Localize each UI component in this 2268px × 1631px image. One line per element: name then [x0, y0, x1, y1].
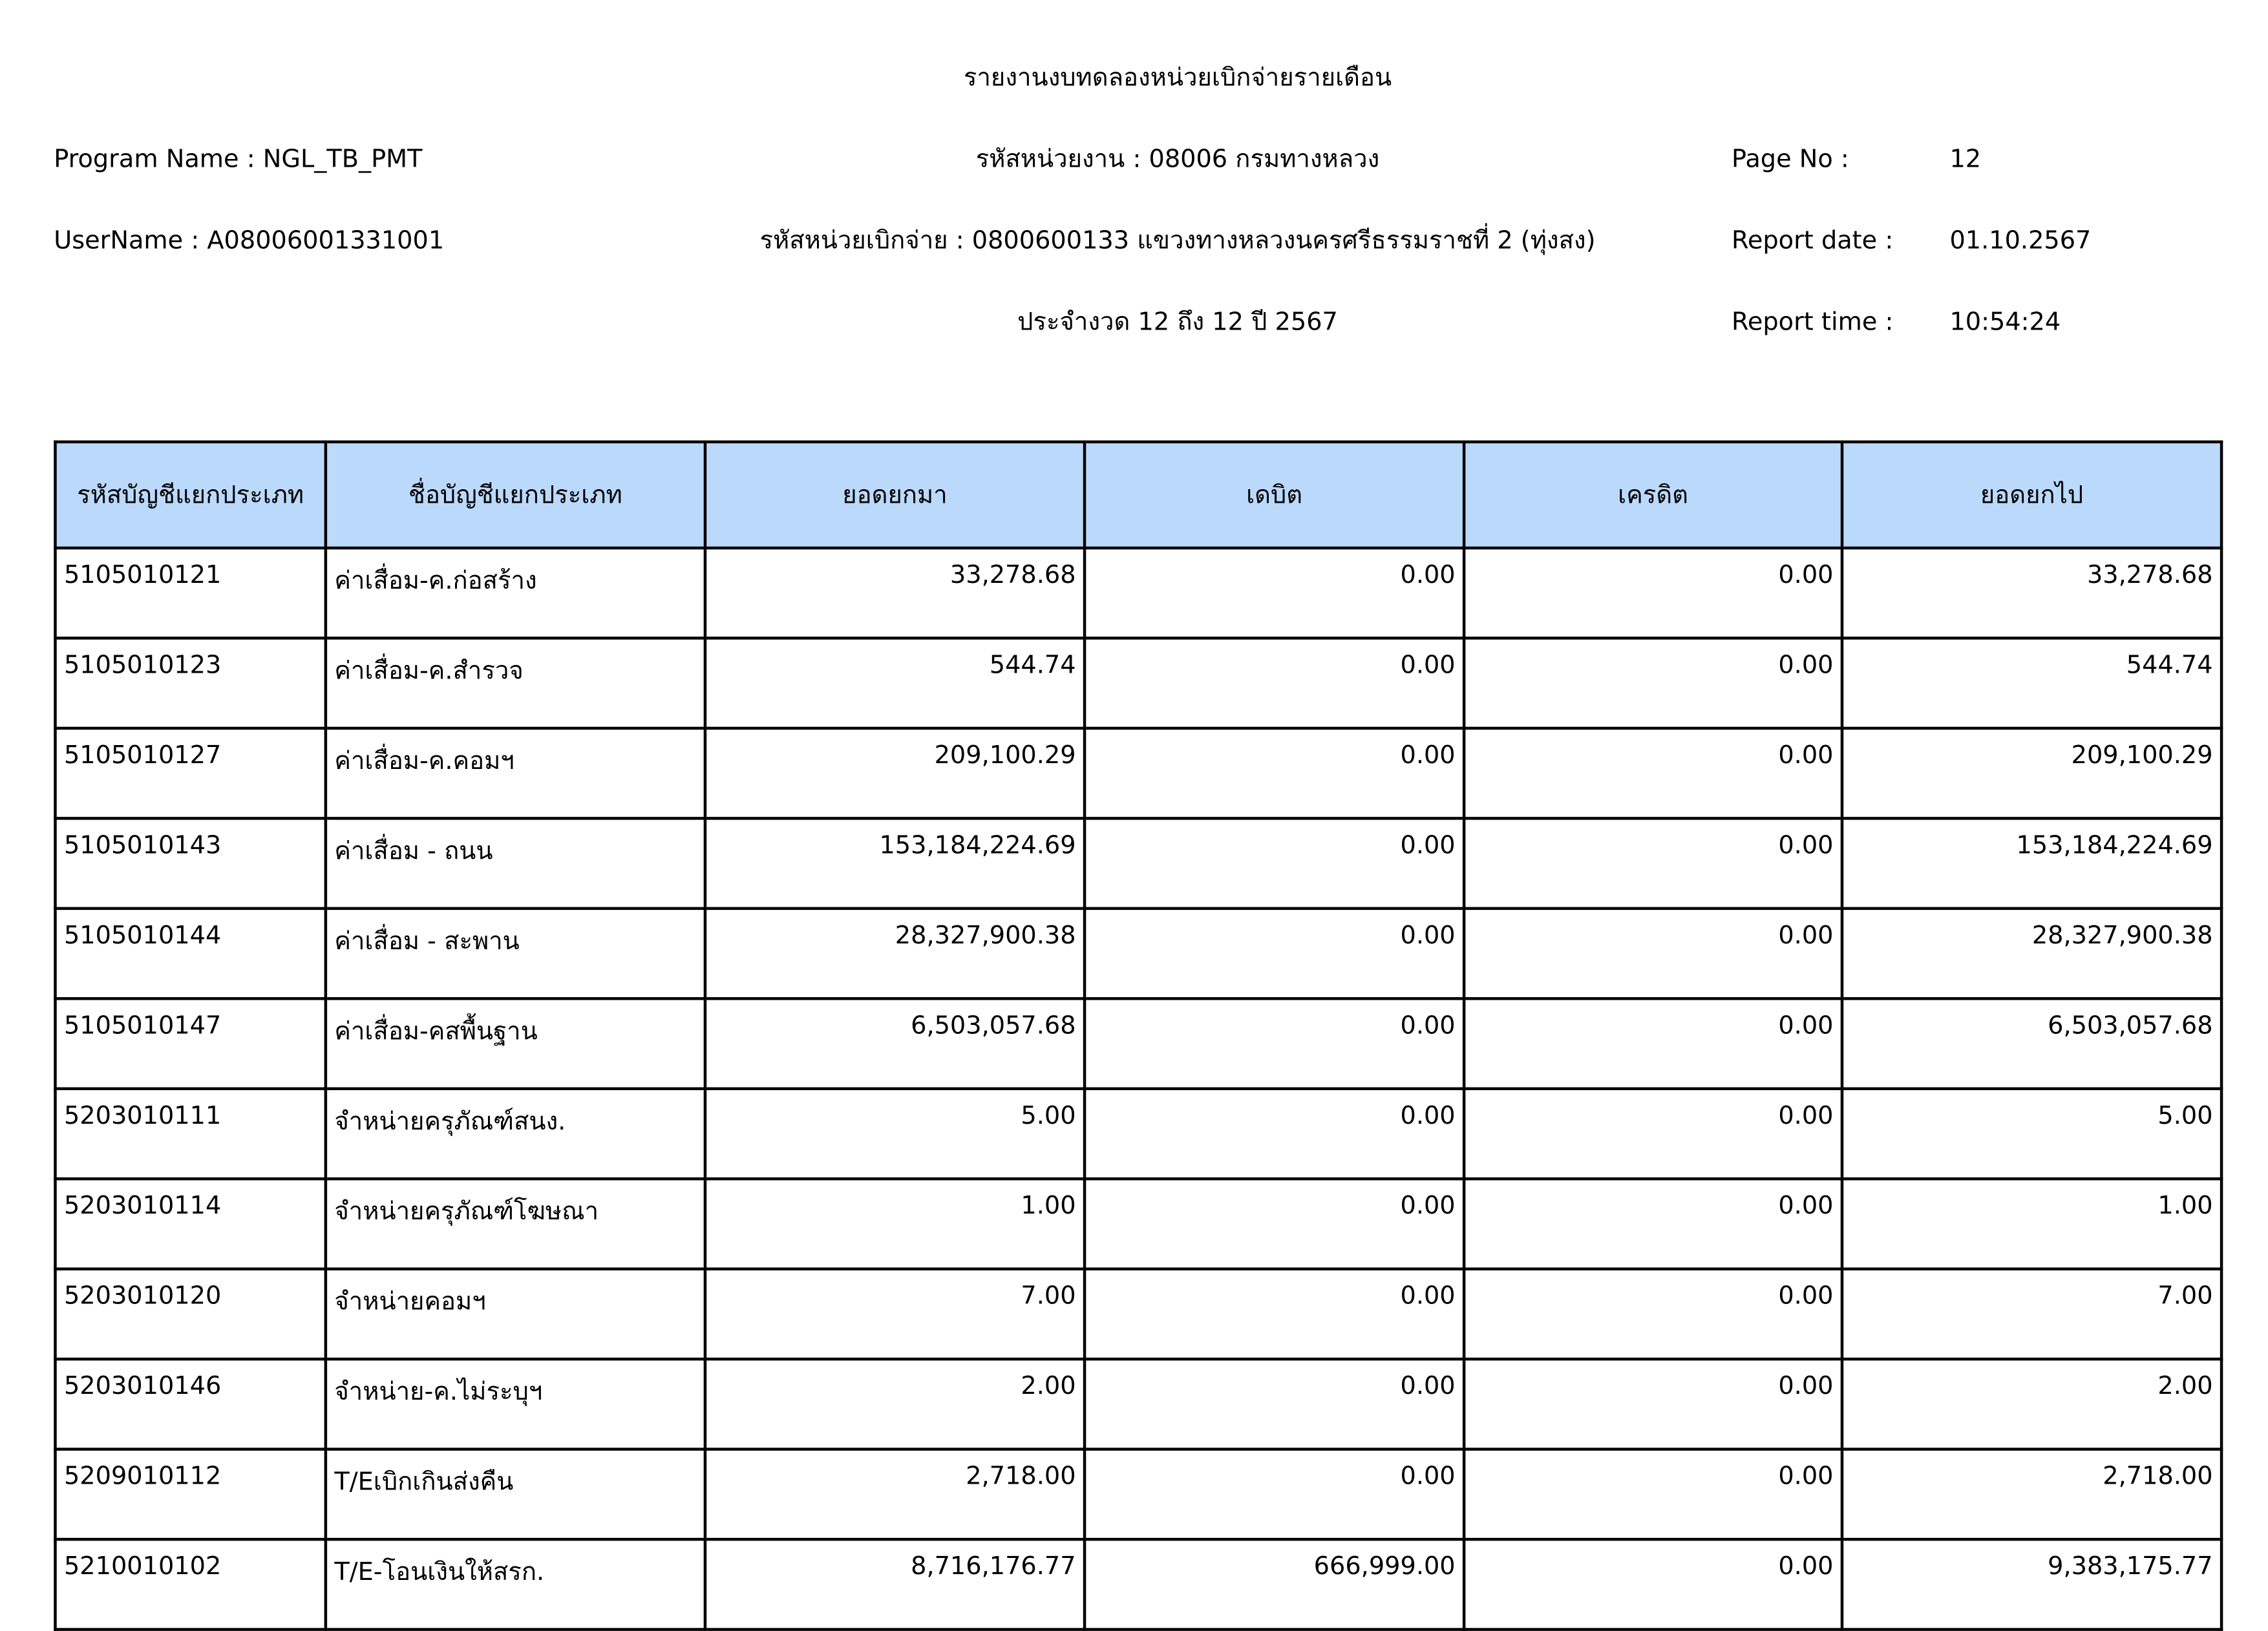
report-date-label: Report date : [1732, 226, 1894, 256]
cell-opening-balance: 544.74 [705, 638, 1085, 728]
cell-credit: 0.00 [1464, 1179, 1842, 1268]
cell-account-code: 5105010143 [55, 818, 325, 908]
cell-account-name: จำหน่าย-ค.ไม่ระบุฯ [326, 1359, 705, 1449]
cell-debit: 0.00 [1085, 818, 1464, 908]
cell-closing-balance: 2.00 [1842, 1359, 2221, 1449]
cell-account-code: 5105010147 [55, 998, 325, 1088]
cell-credit: 0.00 [1464, 728, 1842, 818]
cell-credit: 0.00 [1464, 818, 1842, 908]
cell-opening-balance: 2,718.00 [705, 1449, 1085, 1539]
table-row [55, 998, 2221, 1088]
cell-account-name: ค่าเสื่อม-ค.คอมฯ [326, 728, 705, 818]
table-row [55, 1359, 2221, 1449]
cell-opening-balance: 7.00 [705, 1269, 1085, 1359]
report-time-label: Report time : [1732, 308, 1894, 337]
cell-account-name: ค่าเสื่อม-ค.สำรวจ [326, 638, 705, 728]
cell-closing-balance: 33,278.68 [1842, 548, 2221, 638]
cell-opening-balance: 6,503,057.68 [705, 998, 1085, 1088]
cell-credit: 0.00 [1464, 1269, 1842, 1359]
column-header-account-name: ชื่อบัญชีแยกประเภท [326, 442, 705, 548]
cell-account-name: ค่าเสื่อม-ค.ก่อสร้าง [326, 548, 705, 638]
cell-account-code: 5105010123 [55, 638, 325, 728]
cell-credit: 0.00 [1464, 1359, 1842, 1449]
report-title: รายงานงบทดลองหน่วยเบิกจ่ายรายเดือน [963, 63, 1392, 93]
table-row [55, 728, 2221, 818]
cell-opening-balance: 1.00 [705, 1179, 1085, 1268]
cell-credit: 0.00 [1464, 1539, 1842, 1629]
table-header-row [55, 442, 2221, 548]
cell-closing-balance: 9,383,175.77 [1842, 1539, 2221, 1629]
table-row [55, 1089, 2221, 1179]
cell-debit: 0.00 [1085, 548, 1464, 638]
table-row [55, 1449, 2221, 1539]
column-header-account-code: รหัสบัญชีแยกประเภท [55, 442, 325, 548]
cell-credit: 0.00 [1464, 909, 1842, 998]
column-header-opening-balance: ยอดยกมา [705, 442, 1085, 548]
cell-account-name: จำหน่ายครุภัณฑ์สนง. [326, 1089, 705, 1179]
cell-account-code: 5105010121 [55, 548, 325, 638]
cell-opening-balance: 33,278.68 [705, 548, 1085, 638]
table-row [55, 638, 2221, 728]
table-row [55, 1269, 2221, 1359]
table-row [55, 1539, 2221, 1629]
cell-closing-balance: 209,100.29 [1842, 728, 2221, 818]
program-name: Program Name : NGL_TB_PMT [54, 145, 423, 174]
cell-account-code: 5203010111 [55, 1089, 325, 1179]
cell-opening-balance: 8,716,176.77 [705, 1539, 1085, 1629]
cell-account-name: จำหน่ายคอมฯ [326, 1269, 705, 1359]
cell-closing-balance: 7.00 [1842, 1269, 2221, 1359]
cell-account-code: 5105010144 [55, 909, 325, 998]
cell-credit: 0.00 [1464, 998, 1842, 1088]
cell-account-code: 5209010112 [55, 1449, 325, 1539]
cell-account-code: 5203010114 [55, 1179, 325, 1268]
cell-closing-balance: 153,184,224.69 [1842, 818, 2221, 908]
column-header-debit: เดบิต [1085, 442, 1464, 548]
trial-balance-table [54, 441, 2223, 1631]
cell-closing-balance: 2,718.00 [1842, 1449, 2221, 1539]
cell-opening-balance: 2.00 [705, 1359, 1085, 1449]
cell-closing-balance: 544.74 [1842, 638, 2221, 728]
cell-credit: 0.00 [1464, 1449, 1842, 1539]
report-date: 01.10.2567 [1949, 226, 2092, 256]
cell-opening-balance: 28,327,900.38 [705, 909, 1085, 998]
column-header-credit: เครดิต [1464, 442, 1842, 548]
cell-closing-balance: 5.00 [1842, 1089, 2221, 1179]
table-row [55, 909, 2221, 998]
cell-debit: 0.00 [1085, 909, 1464, 998]
column-header-closing-balance: ยอดยกไป [1842, 442, 2221, 548]
cell-closing-balance: 6,503,057.68 [1842, 998, 2221, 1088]
cell-account-code: 5203010120 [55, 1269, 325, 1359]
cell-debit: 0.00 [1085, 638, 1464, 728]
cell-account-code: 5203010146 [55, 1359, 325, 1449]
disbursing-unit: รหัสหน่วยเบิกจ่าย : 0800600133 แขวงทางหลวงนครศรีธรรมราชที่ 2 (ทุ่งสง) [759, 226, 1596, 256]
cell-credit: 0.00 [1464, 548, 1842, 638]
cell-debit: 0.00 [1085, 998, 1464, 1088]
cell-debit: 0.00 [1085, 1179, 1464, 1268]
table-row [55, 548, 2221, 638]
cell-account-code: 5210010102 [55, 1539, 325, 1629]
cell-debit: 0.00 [1085, 1089, 1464, 1179]
cell-account-name: ค่าเสื่อม - สะพาน [326, 909, 705, 998]
table-row [55, 1179, 2221, 1268]
cell-account-code: 5105010127 [55, 728, 325, 818]
cell-closing-balance: 28,327,900.38 [1842, 909, 2221, 998]
cell-debit: 0.00 [1085, 728, 1464, 818]
cell-account-name: T/E-โอนเงินให้สรก. [326, 1539, 705, 1629]
table-row [55, 818, 2221, 908]
page-no-label: Page No : [1732, 145, 1849, 174]
cell-account-name: T/Eเบิกเกินส่งคืน [326, 1449, 705, 1539]
user-name: UserName : A08006001331001 [54, 226, 445, 256]
cell-account-name: ค่าเสื่อม-คสพื้นฐาน [326, 998, 705, 1088]
agency: รหัสหน่วยงาน : 08006 กรมทางหลวง [975, 145, 1380, 174]
cell-opening-balance: 153,184,224.69 [705, 818, 1085, 908]
cell-account-name: จำหน่ายครุภัณฑ์โฆษณา [326, 1179, 705, 1268]
cell-debit: 0.00 [1085, 1359, 1464, 1449]
cell-debit: 0.00 [1085, 1449, 1464, 1539]
page-no: 12 [1949, 145, 1982, 174]
cell-credit: 0.00 [1464, 638, 1842, 728]
cell-account-name: ค่าเสื่อม - ถนน [326, 818, 705, 908]
cell-debit: 666,999.00 [1085, 1539, 1464, 1629]
cell-opening-balance: 209,100.29 [705, 728, 1085, 818]
period: ประจำงวด 12 ถึง 12 ปี 2567 [1017, 308, 1338, 337]
cell-opening-balance: 5.00 [705, 1089, 1085, 1179]
cell-credit: 0.00 [1464, 1089, 1842, 1179]
cell-debit: 0.00 [1085, 1269, 1464, 1359]
cell-closing-balance: 1.00 [1842, 1179, 2221, 1268]
report-time: 10:54:24 [1949, 308, 2061, 337]
